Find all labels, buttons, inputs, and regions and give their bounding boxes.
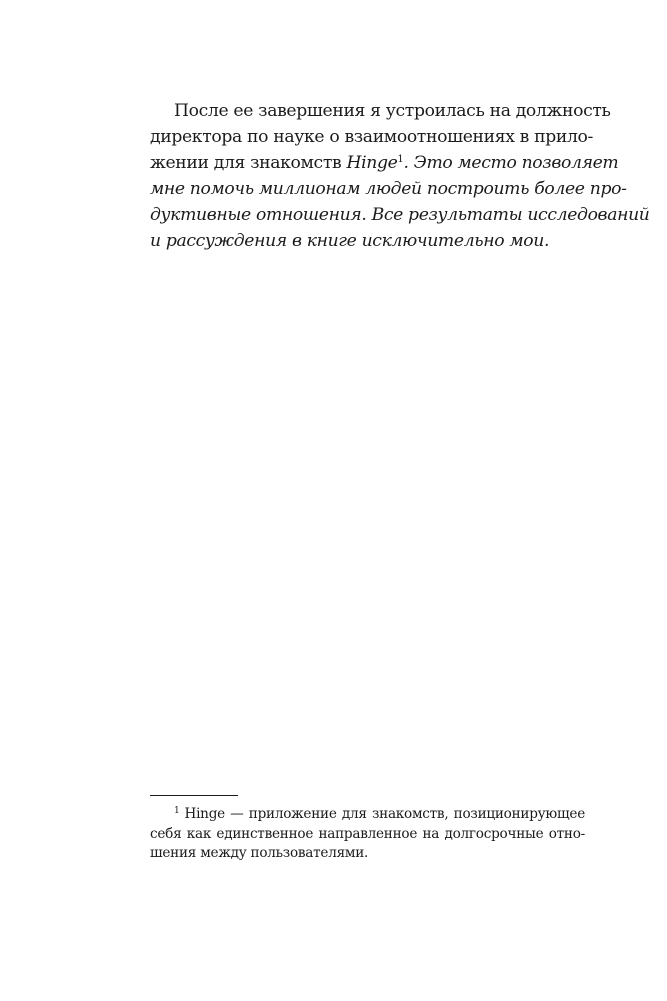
body-line-3-italic: . Это место позволяет [403,153,619,173]
footnote-separator [150,795,238,796]
body-line-4: мне помочь миллионам людей построить более про- [150,179,627,199]
body-line-1: После ее завершения я устроилась на должность [174,101,611,121]
body-line-5: дуктивные отношения. Все результаты исследований [150,205,650,225]
footnote-line-1-text: Hinge — приложение для знакомств, позиционирующее [184,806,585,822]
app-name-hinge: Hinge [346,153,398,173]
body-line-2: директора по науке о взаимоотношениях в прило- [150,127,594,147]
footnote-marker: 1 [174,806,180,816]
footnote-line-3: шения между пользователями. [150,845,369,861]
body-line-6: и рассуждения в книге исключительно мои. [150,231,550,251]
footnote [150,805,585,864]
footnote-line-1 [150,805,585,825]
body-line-3-text: жении для знакомств [150,153,347,173]
footnote-line-2: себя как единственное направленное на долгосрочные отно- [150,825,585,842]
body-line-3 [150,150,619,176]
footnote-reference: 1 [397,154,404,165]
body-paragraph [150,98,650,254]
